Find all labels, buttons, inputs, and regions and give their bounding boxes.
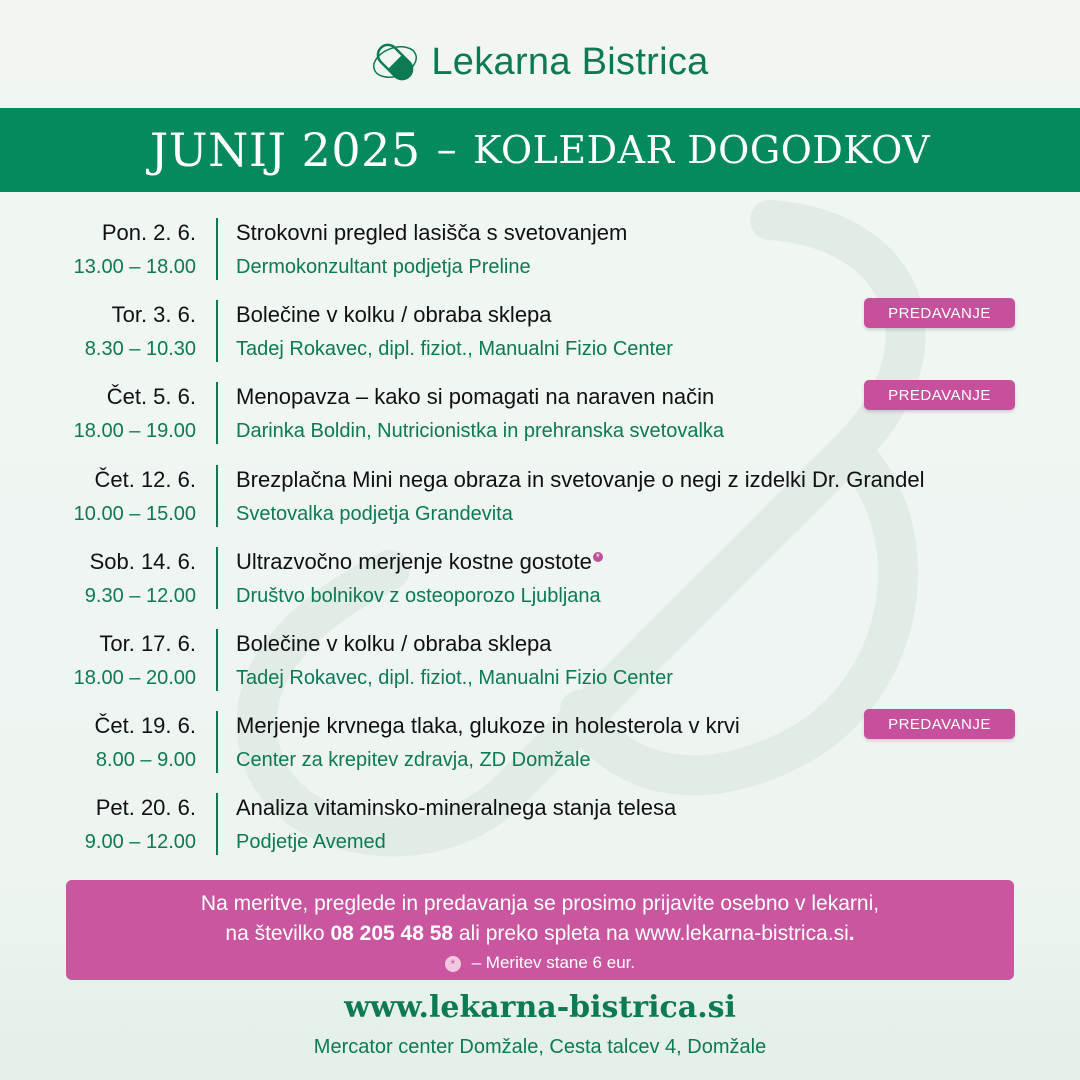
event-speaker: Svetovalka podjetja Grandevita [236, 502, 513, 525]
event-speaker: Tadej Rokavec, dipl. fiziot., Manualni Fizio Center [236, 666, 673, 689]
event-divider [216, 711, 218, 773]
event-title: Bolečine v kolku / obraba sklepa [236, 302, 552, 328]
event-time: 13.00 – 18.00 [73, 256, 196, 278]
event-row [0, 623, 1080, 705]
notice-line-1: Na meritve, preglede in predavanja se prosimo prijavite osebno v lekarni, [200, 892, 880, 915]
event-divider [216, 300, 218, 362]
event-row [0, 705, 1080, 787]
capsule-icon [371, 38, 419, 86]
footnote-text: – Meritev stane 6 eur. [466, 953, 636, 972]
lecture-badge: PREDAVANJE [864, 298, 1015, 328]
event-date: Tor. 17. 6. [99, 630, 196, 656]
event-row [0, 787, 1080, 869]
event-date: Čet. 19. 6. [94, 713, 196, 739]
notice-footnote [66, 953, 1014, 973]
event-speaker: Društvo bolnikov z osteoporozo Ljubljana [236, 584, 601, 607]
event-title: Bolečine v kolku / obraba sklepa [236, 630, 552, 656]
event-date: Sob. 14. 6. [89, 548, 196, 574]
notice-period: . [848, 922, 855, 945]
event-time: 9.00 – 12.00 [84, 831, 196, 854]
website-link[interactable]: www.lekarna-bistrica.si [344, 990, 736, 1025]
event-time: 18.00 – 19.00 [73, 420, 196, 443]
banner-dash: – [436, 127, 458, 173]
event-title-text: Ultrazvočno merjenje kostne gostote [236, 548, 592, 574]
notice-line-2 [66, 922, 1014, 946]
event-divider [216, 382, 218, 444]
banner-month: JUNIJ 2025 [149, 123, 421, 177]
event-divider [216, 629, 218, 691]
event-title: Analiza vitaminsko-mineralnega stanja telesa [236, 795, 677, 821]
event-date: Čet. 12. 6. [94, 466, 196, 492]
event-speaker: Tadej Rokavec, dipl. fiziot., Manualni Fizio Center [236, 338, 673, 361]
asterisk-icon: * [593, 552, 603, 562]
event-time: 8.00 – 9.00 [95, 749, 196, 772]
event-list [0, 212, 1080, 870]
header-banner [0, 108, 1080, 192]
event-title: Menopavza – kako si pomagati na naraven način [236, 384, 715, 410]
event-row [0, 212, 1080, 294]
lecture-badge: PREDAVANJE [864, 380, 1015, 410]
event-row [0, 541, 1080, 623]
address: Mercator center Domžale, Cesta talcev 4, Domžale [313, 1036, 767, 1058]
event-time: 18.00 – 20.00 [73, 666, 196, 689]
event-time: 10.00 – 15.00 [73, 502, 196, 525]
event-speaker: Darinka Boldin, Nutricionistka in prehranska svetovalka [236, 420, 725, 443]
registration-notice [66, 880, 1014, 980]
event-speaker: Center za krepitev zdravja, ZD Domžale [236, 749, 591, 772]
event-speaker: Podjetje Avemed [236, 831, 386, 854]
event-title [236, 549, 603, 575]
event-title: Merjenje krvnega tlaka, glukoze in holesterola v krvi [236, 713, 740, 739]
notice-text: na številko [225, 922, 331, 945]
phone-number: 08 205 48 58 [330, 922, 454, 945]
event-row [0, 376, 1080, 458]
event-date: Pet. 20. 6. [95, 795, 196, 821]
event-title: Strokovni pregled lasišča s svetovanjem [236, 220, 628, 245]
event-time: 8.30 – 10.30 [84, 338, 196, 361]
event-date: Tor. 3. 6. [111, 302, 196, 328]
event-date: Pon. 2. 6. [101, 220, 196, 245]
event-row [0, 459, 1080, 541]
notice-text: ali preko spleta na www.lekarna-bistrica.si [453, 922, 849, 945]
brand-name: Lekarna Bistrica [431, 40, 709, 83]
asterisk-icon: * [445, 956, 461, 972]
event-time: 9.30 – 12.00 [84, 584, 196, 607]
event-divider [216, 218, 218, 280]
event-row [0, 294, 1080, 376]
event-divider [216, 547, 218, 609]
lecture-badge: PREDAVANJE [864, 709, 1015, 739]
brand-logo [0, 34, 1080, 90]
event-date: Čet. 5. 6. [106, 384, 196, 410]
event-speaker: Dermokonzultant podjetja Preline [236, 256, 531, 278]
banner-subtitle: KOLEDAR DOGODKOV [473, 128, 931, 172]
event-divider [216, 465, 218, 527]
event-title: Brezplačna Mini nega obraza in svetovanje o negi z izdelki Dr. Grandel [236, 466, 925, 492]
event-divider [216, 793, 218, 855]
